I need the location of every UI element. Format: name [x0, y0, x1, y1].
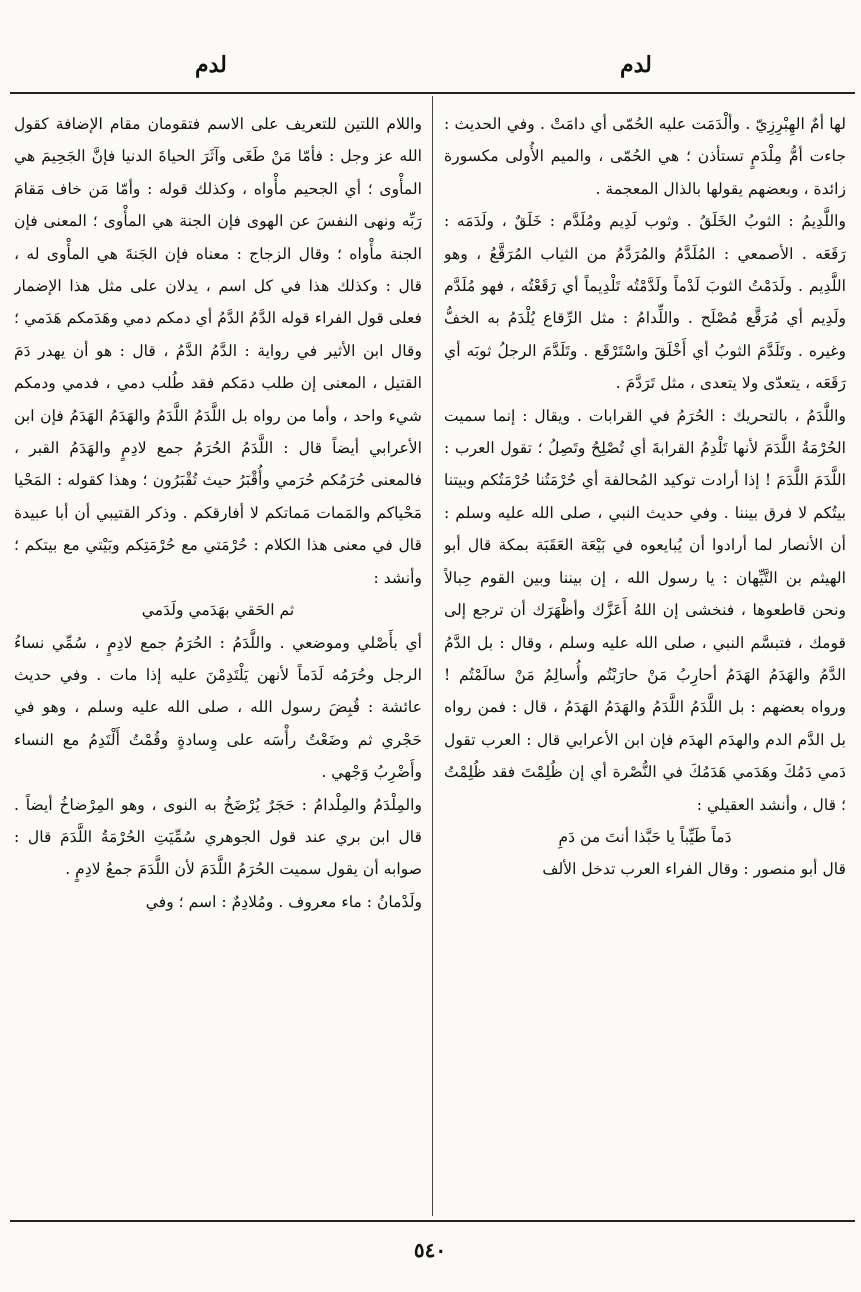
right-verse: دَماً طَيِّباً يا حَبَّذا أنتَ من دَمِ [558, 827, 732, 846]
left-column [14, 108, 422, 1212]
page-number: ٥٤٠ [413, 1238, 447, 1262]
right-paragraph-4: قال أبو منصور : وقال الفراء العرب تدخل الألف [542, 860, 846, 879]
left-paragraph-2: أي بأَصْلي وموضعي . واللَّدَمُ : الحُرَمُ جمع لادِمٍ ، سُمِّي نساءُ الرجل وحُرَمُه لَدَماً لأنهن يَلْتَدِمْنَ عليه إذا مات . وفي حديث عائشة : قُبِضَ رسول الله ، صلى الله عليه وسلم ، وهو في حَجْري ثم وضَعْتُ رأْسَه على وِسادةٍ وقُمْتُ أَلْتَدِمُ مع النساء وأَضْرِبُ وَجْهي . [14, 633, 422, 782]
right-paragraph-2: واللَّدِيمُ : الثوبُ الخَلَقُ . وثوب لَدِيم ومُلَدَّم : خَلَقٌ ، ولَدَمَه : رَقَعَه . الأصمعي : المُلَدَّمُ والمُرَدَّمُ من الثياب المُرَقَّعُ ، وهو اللَّدِيم . ولَدَمْتُ الثوبَ لَدْماً ولَدَّمْتُه تَلْدِيماً أي رَقَعْتُه ، فهو مُلَدَّم ولَدِيم أي مُرَقَّع مُصْلَح . واللِّدامُ : مثل الرِّقاع يُلْدَمُ به الخفُّ وغيره . وتَلَدَّمَ الثوبُ أي أَخْلَقَ واسْتَرْقَع . وتَلَدَّمَ الرجلُ ثوبَه أي رَقَعَه ، يتعدّى ولا يتعدى ، مثل تَرَدَّمَ . [444, 212, 846, 393]
left-verse: ثم الحَقي بهَدَمي ولَدَمي [141, 601, 295, 620]
right-column [444, 108, 846, 1212]
running-header-right: لدم [620, 52, 652, 78]
right-paragraph-1: لها أمٌ الهِبْرِزِيّ . وألْدَمَت عليه الحُمّى أي دامَتْ . وفي الحديث : جاءت أمُّ مِلْدَمٍ تستأذن ؛ هي الحُمّى ، والميم الأُولى مكسورة زائدة ، وبعضهم يقولها بالذال المعجمة . [444, 115, 846, 198]
left-paragraph-3: والمِلْدَمُ والمِلْدامُ : حَجَرٌ يُرْضَخُ به النوى ، وهو المِرْضاخُ أيضاً . قال ابن بري عند قول الجوهري سُمِّيَتِ الحُرْمَةُ اللَّدَمَ قال : صوابه أن يقول سميت الحُرَمُ اللَّدَمَ لأن اللَّدَمَ جمعُ لادِمٍ . [14, 795, 422, 879]
left-paragraph-4: ولَدْمانُ : ماء معروف . ومُلادِمٌ : اسم ؛ وفي [145, 892, 422, 911]
column-divider [432, 96, 433, 1216]
running-header-left: لدم [195, 52, 227, 78]
top-rule [10, 92, 855, 94]
right-paragraph-3: واللَّدَمُ ، بالتحريك : الحُرَمُ في القرابات . ويقال : إنما سميت الحُرْمَةُ اللَّدَمَ لأنها تَلْدِمُ القرابةَ أي تُصْلِحُ وتَصِلُ ؛ تقول العرب : اللَّدَمَ اللَّدَمَ ! إذا أرادت توكيد المُحالفة أي حُرْمَتُنا حُرْمَتُكم وبيتنا بيتُكم لا فرق بيننا . وفي حديث النبي ، صلى الله عليه وسلم : أن الأنصار لما أرادوا أن يُبايعوه في بَيْعَة العَقَبَة بمكة قال أبو الهيثم بن التَّيِّهان : يا رسول الله ، إن بيننا وبين القوم حِبالاً ونحن قاطعوها ، فنخشى إن اللهُ أَعَزَّك وأظْهَرَك أن ترجع إلى قومك ، فتبسَّم النبي ، صلى الله عليه وسلم ، وقال : بل الدَّمُ الدَّمُ والهَدَمُ الهَدَمُ أحارِبُ مَنْ حارَبْتُم وأُسالِمُ مَنْ سالَمْتُم ! ورواه بعضهم : بل اللَّدَمُ اللَّدَمُ والهَدَمُ الهَدَمُ ، قال : فمن رواه بل الدَّم الدم والهدَم الهدَم فإن ابن الأعرابي قال : العرب تقول دَمي دَمُكَ وهَدَمي هَدَمُكَ في النُّصْرة أي إن ظُلِمْتَ فقد ظُلِمْتُ ؛ قال ، وأنشد العقيلي : [444, 406, 846, 814]
bottom-rule [10, 1220, 855, 1222]
left-paragraph-1: واللام اللتين للتعريف على الاسم فتقومان مقام الإضافة كقول الله عز وجل : فأمّا مَنْ طَغَى وآثَرَ الحياةَ الدنيا فإنَّ الجَحِيمَ هي المأْوى ؛ أي الجحيم مأْواه ، وكذلك قوله : وأمّا مَن خاف مَقامَ رَبِّه ونهى النفسَ عن الهوى فإن الجنة هي المأْوى ؛ المعنى فإن الجنة مأْواه ؛ وقال الزجاج : معناه فإن الجَنةَ هي المأْوى له ، قال : وكذلك هذا في كل اسم ، يدلان على مثل هذا الإضمار فعلى قول الفراء قوله الدَّمُ الدَّمُ أي دمكم دمي وهَدَمكم هَدَمي ؛ وقال ابن الأثير في رواية : الدَّمُ الدَّمُ ، قال : هو أن يهدر دَمَ القتيل ، المعنى إن طلب دمَكم فقد طُلب دمي ، فدمي ودمكم شيء واحد ، وأما من رواه بل اللَّدَمُ اللَّدَمُ والهَدَمُ الهَدَمُ فإن ابن الأعرابي أيضاً قال : اللَّدَمُ الحُرَمُ جمع لادِمٍ والهَدَمُ القبر ، فالمعنى حُرَمُكم حُرَمي وأُقْبَرُ حيث تُقْبَرُون ؛ وهذا كقوله : المَحْيا مَحْياكم والمَمات مَماتكم لا أفارقكم . وذكر القتيبي أن أبا عبيدة قال في معنى هذا الكلام : حُرْمَتي مع حُرْمَتِكم وبَيْتي مع بيتكم ؛ وأنشد : [14, 115, 422, 587]
